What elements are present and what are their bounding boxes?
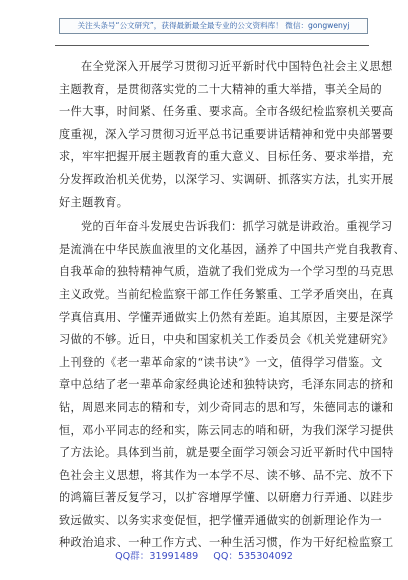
page-header bbox=[0, 0, 408, 56]
text-line: 致远做实、以务实求变促恒，把学懂弄通做实的创新理论作为一 bbox=[59, 513, 383, 527]
text-line: 是流淌在中华民族血液里的文化基因，涵养了中国共产党自我教育、 bbox=[59, 242, 406, 256]
text-line: 色社会主义思想，将其作为一本学不尽、读不够、品不完、放不下 bbox=[59, 468, 394, 482]
text-line: 分发挥政治机关优势，以深学习、实调研、抓落实方法，扎实开展 bbox=[59, 172, 394, 186]
text-line: 度重视，深入学习贯彻习近平总书记重要讲话精神和党中央部署要 bbox=[59, 127, 394, 141]
text-line: 学真信真用、学懂弄通做实上仍然有差距。追其原因，主要是深学 bbox=[59, 310, 394, 324]
document-body bbox=[59, 56, 406, 555]
header-divider bbox=[55, 45, 369, 46]
text-line: 主义政党。当前纪检监察干部工作任务繁重、工学矛盾突出，在真 bbox=[59, 287, 394, 301]
paragraph-1 bbox=[59, 56, 394, 214]
page-footer bbox=[0, 548, 408, 562]
text-line: 自我革命的独特精神气质，造就了我们党成为一个学习型的马克思 bbox=[59, 265, 394, 279]
text-line: 钻，周恩来同志的精和专，刘少奇同志的思和写，朱德同志的谦和 bbox=[59, 400, 394, 414]
text-line: 党的百年奋斗发展史告诉我们：抓学习就是讲政治。重视学习 bbox=[81, 220, 393, 234]
text-line: 主题教育，是贯彻落实党的二十大精神的重大举措，事关全局的 bbox=[59, 82, 383, 96]
text-line: 的鸿篇巨著反复学习，以扩容增厚学懂、以研磨力行弄通、以跬步 bbox=[59, 491, 394, 505]
qq-group-text: QQ群：31991489 bbox=[115, 551, 199, 562]
text-line: 求，牢牢把握开展主题教育的重大意义、目标任务、要求举措，充 bbox=[59, 150, 394, 164]
text-line: 恒，邓小平同志的经和实，陈云同志的哨和研，为我们深学习提供 bbox=[59, 423, 394, 437]
text-line: 了方法论。具体到当前，就是要全面学习领会习近平新时代中国特 bbox=[59, 446, 394, 460]
text-line: 章中总结了老一辈革命家经典论述和独特诀窍，毛泽东同志的挤和 bbox=[59, 378, 394, 392]
promo-banner: 关注头条号“公文研究”，获得最新最全最专业的公文资料库！ 微信：gongwenyj bbox=[59, 18, 368, 34]
text-line: 种政治追求、一种工作方式、一种生活习惯，作为干好纪检监察工 bbox=[59, 536, 394, 550]
paragraph-2 bbox=[59, 216, 406, 555]
text-line: 习做的不够。近日，中央和国家机关工作委员会《机关党建研究》 bbox=[59, 333, 394, 347]
qq-text: QQ：535304092 bbox=[213, 551, 293, 562]
text-line: 好主题教育。 bbox=[59, 195, 129, 209]
text-line: 在全党深入开展学习贯彻习近平新时代中国特色社会主义思想 bbox=[81, 60, 393, 73]
text-line: 上刊登的《老一辈革命家的“读书诀”》一文，值得学习借鉴。文 bbox=[59, 355, 383, 369]
text-line: 一件大事，时间紧、任务重、要求高。全市各级纪检监察机关要高 bbox=[59, 105, 394, 119]
